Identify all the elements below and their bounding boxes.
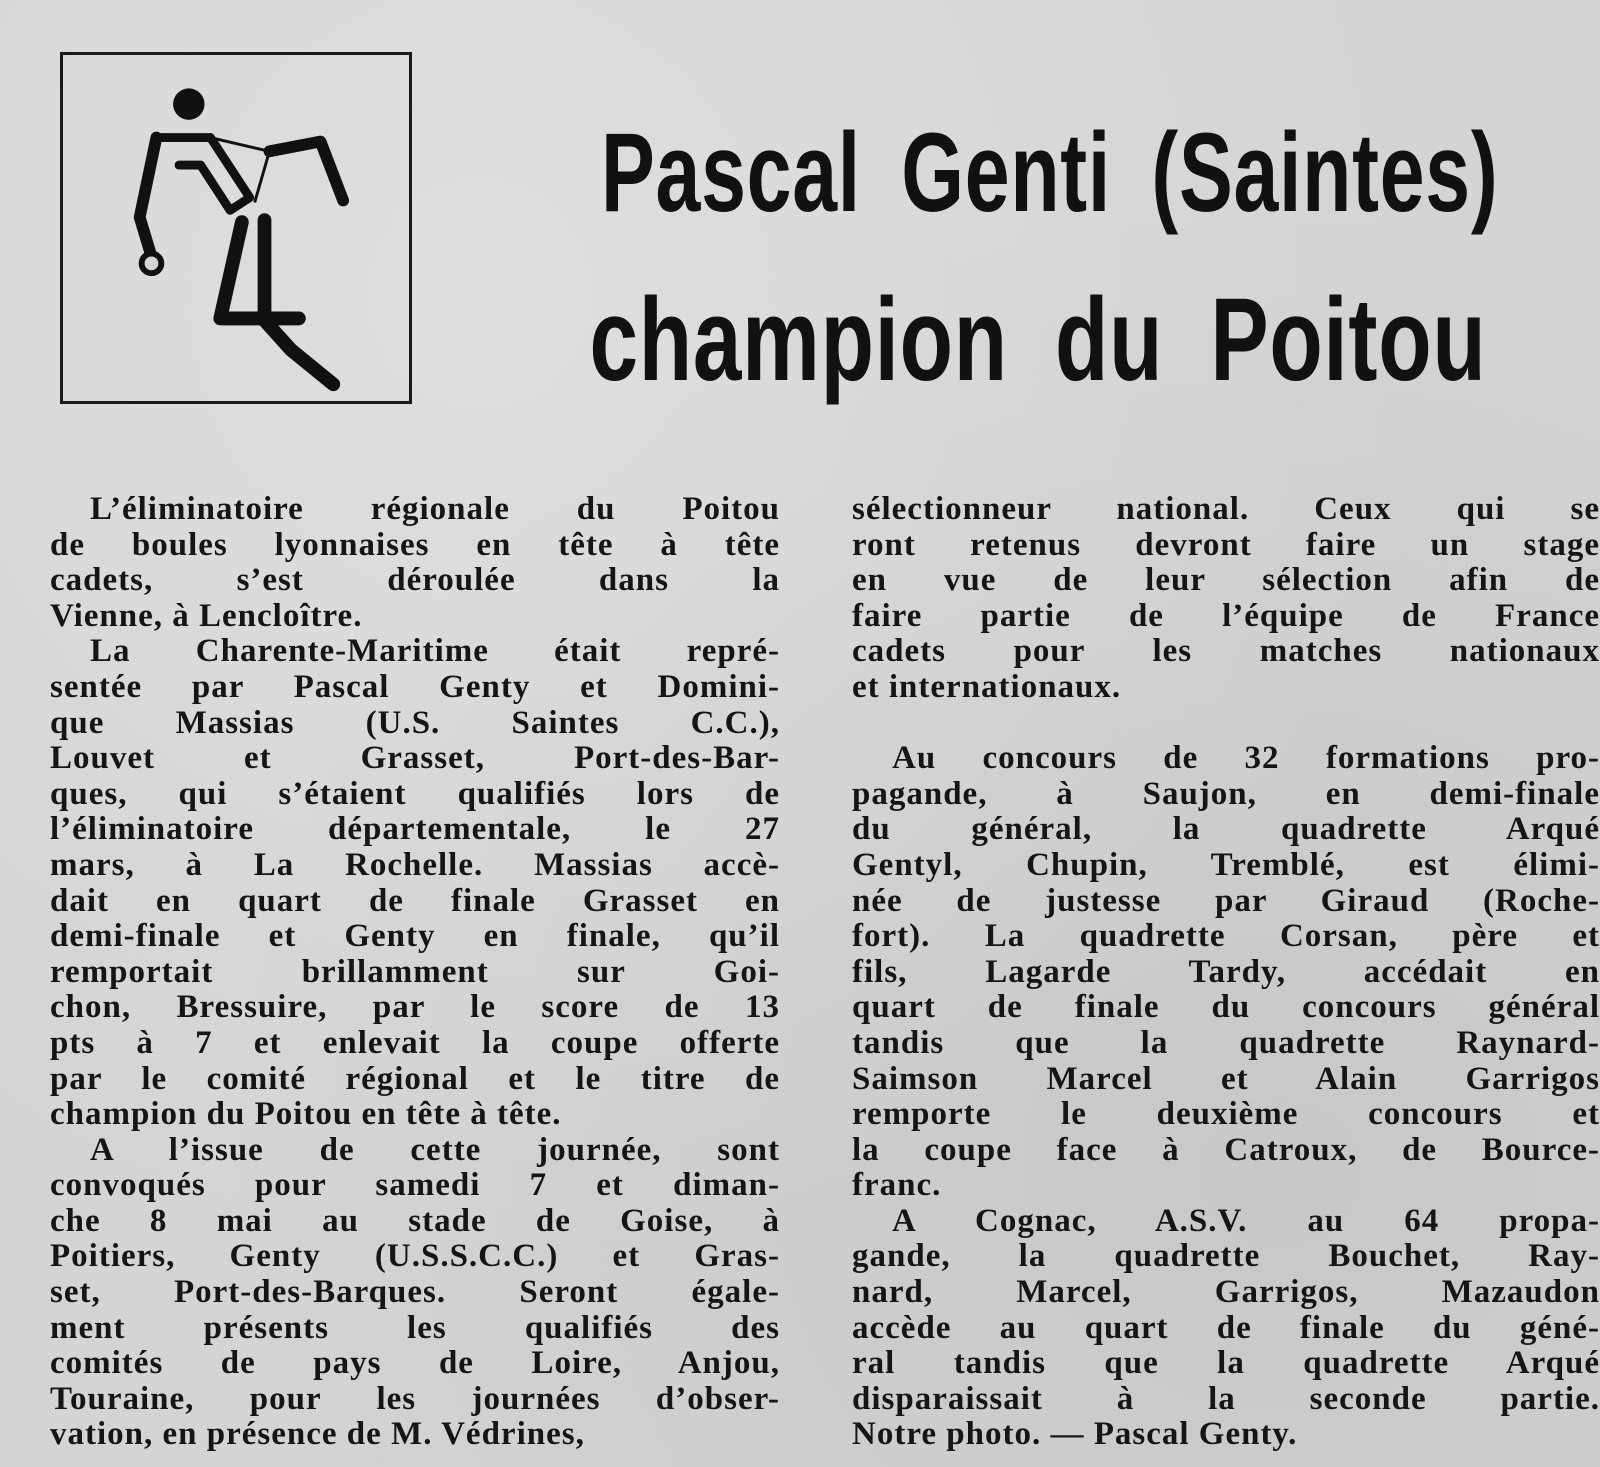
article-line: mars, à La Rochelle. Massias accè- xyxy=(50,847,780,883)
article-line: ment présents les qualifiés des xyxy=(50,1310,780,1346)
article-line: nard, Marcel, Garrigos, Mazaudon xyxy=(852,1275,1600,1311)
article-line: accède au quart de finale du géné- xyxy=(852,1310,1600,1346)
article-line: née de justesse par Giraud (Roche- xyxy=(852,883,1600,919)
article-line: cadets, s’est déroulée dans la xyxy=(50,563,780,599)
article-line: de boules lyonnaises en tête à tête xyxy=(50,527,780,563)
article-line: A Cognac, A.S.V. au 64 propa- xyxy=(892,1203,1600,1239)
article-line: disparaissait à la seconde partie. xyxy=(852,1381,1600,1417)
headline-line-2: champion du Poitou xyxy=(589,274,1487,406)
article-line: La Charente-Maritime était repré- xyxy=(90,634,780,670)
article-line: comités de pays de Loire, Anjou, xyxy=(50,1346,780,1382)
article-line: A l’issue de cette journée, sont xyxy=(90,1132,780,1168)
article-line: remportait brillamment sur Goi- xyxy=(50,954,780,990)
article-line: demi-finale et Genty en finale, qu’il xyxy=(50,919,780,955)
article-line: par le comité régional et le titre de xyxy=(50,1061,780,1097)
paragraph-gap xyxy=(852,706,1600,742)
article-line: che 8 mai au stade de Goise, à xyxy=(50,1203,780,1239)
article-line: Saimson Marcel et Alain Garrigos xyxy=(852,1061,1600,1097)
article-line: sentée par Pascal Genty et Domini- xyxy=(50,669,780,705)
article-line: champion du Poitou en tête à tête. xyxy=(50,1097,562,1133)
article-line: fils, Lagarde Tardy, accédait en xyxy=(852,954,1600,990)
article-line: Louvet et Grasset, Port-des-Bar- xyxy=(50,741,780,777)
article-line: Au concours de 32 formations pro- xyxy=(892,741,1600,777)
article-line: Touraine, pour les journées d’obser- xyxy=(50,1381,780,1417)
article-line: gande, la quadrette Bouchet, Ray- xyxy=(852,1239,1600,1275)
article-line: convoqués pour samedi 7 et diman- xyxy=(50,1168,780,1204)
sport-logo-box xyxy=(60,52,412,404)
headline-line-1: Pascal Genti (Saintes) xyxy=(601,110,1499,235)
article-line: vation, en présence de M. Védrines, xyxy=(50,1417,585,1453)
article-line: Notre photo. — Pascal Genty. xyxy=(852,1417,1298,1453)
article-line: pagande, à Saujon, en demi-finale xyxy=(852,776,1600,812)
article-line: dait en quart de finale Grasset en xyxy=(50,883,780,919)
article-line: du général, la quadrette Arqué xyxy=(852,812,1600,848)
petanque-player-pictogram-icon xyxy=(63,55,409,401)
article-line: l’éliminatoire départementale, le 27 xyxy=(50,812,780,848)
article-line: quart de finale du concours général xyxy=(852,990,1600,1026)
article-line: Vienne, à Lencloître. xyxy=(50,598,363,634)
article-line: fort). La quadrette Corsan, père et xyxy=(852,919,1600,955)
article-column-right xyxy=(852,492,1600,1453)
article-line: la coupe face à Catroux, de Bource- xyxy=(852,1132,1600,1168)
article-line: cadets pour les matches nationaux xyxy=(852,634,1600,670)
article-line: remporte le deuxième concours et xyxy=(852,1097,1600,1133)
article-line: faire partie de l’équipe de France xyxy=(852,598,1600,634)
article-line: L’éliminatoire régionale du Poitou xyxy=(90,492,780,527)
article-line: chon, Bressuire, par le score de 13 xyxy=(50,990,780,1026)
article-column-left xyxy=(50,492,780,1453)
article-line: Poitiers, Genty (U.S.S.C.C.) et Gras- xyxy=(50,1239,780,1275)
article-line: ques, qui s’étaient qualifiés lors de xyxy=(50,776,780,812)
article-line: Gentyl, Chupin, Tremblé, est élimi- xyxy=(852,847,1600,883)
article-line: franc. xyxy=(852,1168,942,1204)
article-line: sélectionneur national. Ceux qui se xyxy=(852,492,1600,527)
article-line: set, Port-des-Barques. Seront égale- xyxy=(50,1275,780,1311)
article-line: tandis que la quadrette Raynard- xyxy=(852,1025,1600,1061)
article-line: pts à 7 et enlevait la coupe offerte xyxy=(50,1025,780,1061)
article-line: ront retenus devront faire un stage xyxy=(852,527,1600,563)
article-line: en vue de leur sélection afin de xyxy=(852,563,1600,599)
article-line: ral tandis que la quadrette Arqué xyxy=(852,1346,1600,1382)
article-line: et internationaux. xyxy=(852,669,1122,705)
article-line: que Massias (U.S. Saintes C.C.), xyxy=(50,705,780,741)
